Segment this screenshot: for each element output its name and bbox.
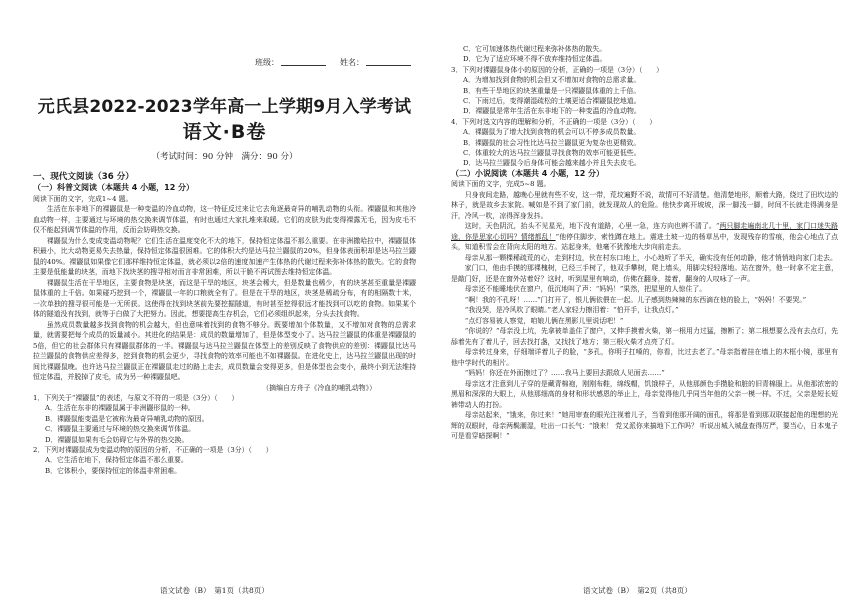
story-paragraph: “你说的？”母亲没上坑，先拿被单盖住了窗户，又伸手摸着火柴，第一根用力过猛，擦断了；第二根想要么没有去点灯，先舔着先有了着儿子，回去找打盏，又找找了地方；第三根火柴才点亮了灯。 [451,327,838,346]
story-paragraph: 母亲这才注意到儿子穿的是藏青棉袍，刚刚布鞋，绵线帽，饥饿样子，从他那颜色手攒脸和脏的旧青棉服上。从他那浓密的黑眉和深深的大眼上，从他那细高的身材和形状感恩的举止上，母亲觉得他几乎同当年他的父亲一模一样。不过，父亲是短长短裤带动人的打扮。 [451,379,838,409]
question-option[interactable]: C．它可加速体热代谢过程来弥补体热的散失。 [463,45,607,53]
candidate-info [255,57,425,68]
right-column [451,44,838,442]
footer-right: 语文试卷（B） 第2页（共8页） [583,586,692,595]
question-option[interactable]: B．裸鼹鼠能变温是它被称为最奇异哺乳动物的原因。 [45,414,209,423]
article-paragraph: 裸鼹鼠生活在干旱地区，主要食物是块茎，而这是干旱的地区，块茎会稀大，但是数量也稀少，有的块茎甚至重量是裸鼹鼠体重的上千倍。如果碰巧挖到一个，裸鼹鼠一年的口粮就全有了。但是在干旱的地区，块茎是稀疏分布，有的相隔数十米，一次单独的搜寻很可能是一无所获。这使得在找到块茎前先要挖掘隧道，有时甚至挖得很远才能找到可以吃的食物。如果某个体的隧道没有找到，就等于白做了大把努力。因此，想要提高生存机会，它们必须组织起来，分头去找食物。 [33,278,416,318]
question-option[interactable]: B．有些干旱地区的块茎重量是一只裸鼹鼠体重的上千倍。 [463,86,641,95]
class-blank[interactable] [281,57,326,66]
question-stem: 1．下列关于“裸鼹鼠”的表述，与原文不符的一项是（3分）（ ） [33,394,239,402]
instruction: 阅读下面的文字，完成5~8 题。 [451,180,551,189]
question-option[interactable]: D．裸鼹鼠如果有毛会妨碍它与外界的热交换。 [45,435,189,444]
question-option[interactable]: C．裸鼹鼠主要通过与环境的热交换来调节体温。 [45,425,195,434]
question-stem: 2．下列对裸鼹鼠成为变温动物的原因的分析，不正确的一项是（3分）（ ） [33,446,273,455]
exam-title: 元氏县2022-2023学年高一上学期9月入学考试 [37,97,412,117]
question-option[interactable]: B．裸鼹鼠的社会习性比达马拉兰鼹鼠更为复杂也更精致。 [463,138,641,147]
story-paragraph: 这时，天色阴沉，抬头不见星光，地下没有道路，心里一急，连方向也辨不清了。“两只脚走遍南北几十里，家门口迷失路途，你是思家心切吗？情绪都乱！”他停住脚步，索性蹲在地上。震进土坡一边的杨草丛中，发现残存的雪痕，他会心地点了点头，知道积雪会在背向太阳的地方。站起身来，他毫不犹豫地大步向前走去。 [451,222,838,252]
story-paragraph: “啊！我的不孔呀！……”门打开了，银儿俩依偎在一起。儿子感到热辣辣的东西滴在他的脸上，“妈妈！不要哭。” [464,295,807,304]
story-paragraph: 只身夜间走路，越晚心里就有些不安，这一带，荒坟遍野不说，故情可不好清楚。他清楚地形，顺着大路，绕过了田坎边的林子，就是故乡去家院。喊如是不到了家门前，就发现故人的危险。他快步离开坡坡，深一脚浅一脚，时间不长就走得满身是汗，冷风一吹，凉得浑身发抖。 [451,190,838,220]
article-source: （摘编自方舟子《冷血的哺乳动物》） [262,383,376,392]
question-stem: 4．下列对选文内容的理解和分析，不正确的一项是（3分）（ ） [451,117,657,126]
instruction: 阅读下面的文字，完成1~4 题。 [33,194,133,203]
question-option[interactable]: D．达马拉兰鼹鼠今后身体可能会越来越小并且失去皮毛。 [463,159,641,168]
question-option[interactable]: D．它为了适应环境不得不放弃维持恒定体温。 [463,55,607,64]
question-option[interactable]: A．为增加找到食物的机会但又不增加对食物的总需求量。 [463,76,641,85]
question-option[interactable]: C．体重较大的达马拉兰鼹鼠寻找食物的效率可能更低些。 [463,149,641,158]
story-paragraph: 母亲从那一颗棵稀疏荒的心，走到村边，伙在村东口地上，小心地听了半天，确实没有任何动静，他才悄悄地向家门走去。 [464,253,837,262]
article-paragraph: 虽然成员数量越多找到食物的机会越大，但也意味着找到的食物不够分。既要增加个体数量，又不增加对食物的总需求量，就需要把每个成员的饭量减小。其进化的结果是：成员的数量增加了，但是体型变小了。达马拉兰鼹鼠的体重是裸鼹鼠的5倍，但它的社会群体只有裸鼹鼠群体的一半。裸鼹鼠与达马拉兰鼹鼠在体型上的差别反映了食物供应的差别：裸鼹鼠比达马拉兰鼹鼠的食物供应差得多，挖到食物的机会更少，寻找食物的效率可能也不如裸鼹鼠。在进化史上，达马拉兰鼹鼠出现的时间比裸鼹鼠晚。也许达马拉兰鼹鼠正在裸鼹鼠走过的路上走去，成员数量会变得更多，但是体型也会变小，最终小到无法维持恒定体温，并脱掉了皮毛，成为另一种裸鼹鼠吧。 [33,320,416,381]
name-blank[interactable] [366,57,411,66]
story-paragraph: 母亲转过身来，仔细端详着儿子的脸，“多孔，你明子扛嗓的，你看，比过去老了。”母亲指着挂在墙上的木框小镜，那里有他中学时代的相片。 [451,348,838,367]
question-option[interactable]: A．裸鼹鼠为了增大找到食物的机会可以不停多成员数量。 [463,128,641,137]
name-label: 姓名： [340,58,364,67]
article-paragraph: 裸鼹鼠为什么变成变温动物呢？它们生活在温度变化不大的地下，保持恒定体温不那么重要。在非洲撒哈拉中，裸鼹鼠体积最小，比大动物更易失去热量，保持恒定体温很困难。它的体积大约是达马拉兰鼹鼠的20%，但身体表面积却是达马拉兰鼹鼠的40%。裸鼹鼠如果像它们那样维持恒定体温，就必须以2倍的速度加速产生体热的代谢过程来弥补体热的散失。它的食物主要是低能量的块茎，而地下找块茎的搜寻相对而言非常困难，所以干脆不再试图去维持恒定体温。 [33,236,416,276]
subsection-heading: （二）小说阅读（本题共 4 小题，12 分） [451,168,605,178]
story-paragraph: 家门口，他由手摸的那裸槐树，已经三手树了，他双手攀树，爬上墙头，用脚尖轻轻落地。站在窗外，他一时拿不定主意，是敲门好，还是在窗外站着好？这时，听到屋里有响动，仿佛在翻身，接着，翻身的人叹咏了一声。 [451,264,838,283]
section-heading: 一、现代文阅读（36 分） [33,172,134,182]
underlined-sentence: 两只脚走遍南北几十里，家门口迷失路途，你是思家心切吗？情绪都乱！ [451,222,838,241]
story-paragraph: “点灯容易被人察觉，咱娘儿俩在黑影儿里说话吧！” [464,316,624,325]
question-option[interactable]: D．裸鼹鼠是常年生活在东非地下的一种变温的冷血动物。 [463,107,641,116]
question-option[interactable]: A．生活在东非的裸鼹鼠属于非洲鼹形鼠的一种。 [45,404,195,413]
story-paragraph: 母亲还不能睡地伏在窗户，低沉地叫了声：“妈妈！”果然，把屋里的人惊住了。 [464,285,707,294]
question-option[interactable]: A．它生活在地下，保持恒定体温不那么重要。 [45,456,188,465]
footer-left: 语文试卷（B） 第1页（共8页） [160,586,269,595]
question-option[interactable]: C．下雨过后，变得潮湿疏松的土壤更适合裸鼹鼠挖地道。 [463,97,641,106]
story-paragraph: 母亲站起来，“饿来，你过来！”她用审查的眼光注视着儿子，当看到他那开阔的面孔，将那是看到那双联接起他的理想的光辉的双眼时，母亲两鬓潮湿，吐出一口长气：“饿来！ 党又派你来搞地下工作吗？ 听说出城入城盘查得厉严，要当心，日本鬼子可是看穿暗探啊！” [451,411,838,441]
story-paragraph: “妈妈！你还在外面擦过了？……我马上要回去跟敌人见面去……” [464,369,665,378]
class-label: 班级： [255,58,279,67]
article-paragraph: 生活在东非地下的裸鼹鼠是一种变温的冷血动物，这一特征反过来让它去角逐最奇异的哺乳动物的头衔。裸鼹鼠和其他冷血动物一样，主要通过与环境的热交换来调节体温，有时也通过大家扎堆来取暖。它们的皮肤为此变得裸露无毛，因为皮毛不仅不能起到调节体温的作用，反而会妨碍热交换。 [33,205,416,234]
exam-subtitle: 语文·B卷 [182,121,267,143]
exam-info: （考试时间：90 分钟 满分：90 分） [151,152,298,162]
question-stem: 3．下列对裸鼹鼠身体小的原因的分析，正确的一项是（3分）（ ） [451,65,664,74]
left-column [33,172,416,476]
story-paragraph: “我没哭，是冷风吹了眼睛。”老人家轻力擦泪着：“怕开手，让我点灯。” [464,306,679,315]
subsection-heading: （一）科普文阅读（本题共 4 小题，12 分） [33,183,195,192]
question-option[interactable]: B．它体积小，要保持恒定的体温非常困难。 [45,466,181,475]
